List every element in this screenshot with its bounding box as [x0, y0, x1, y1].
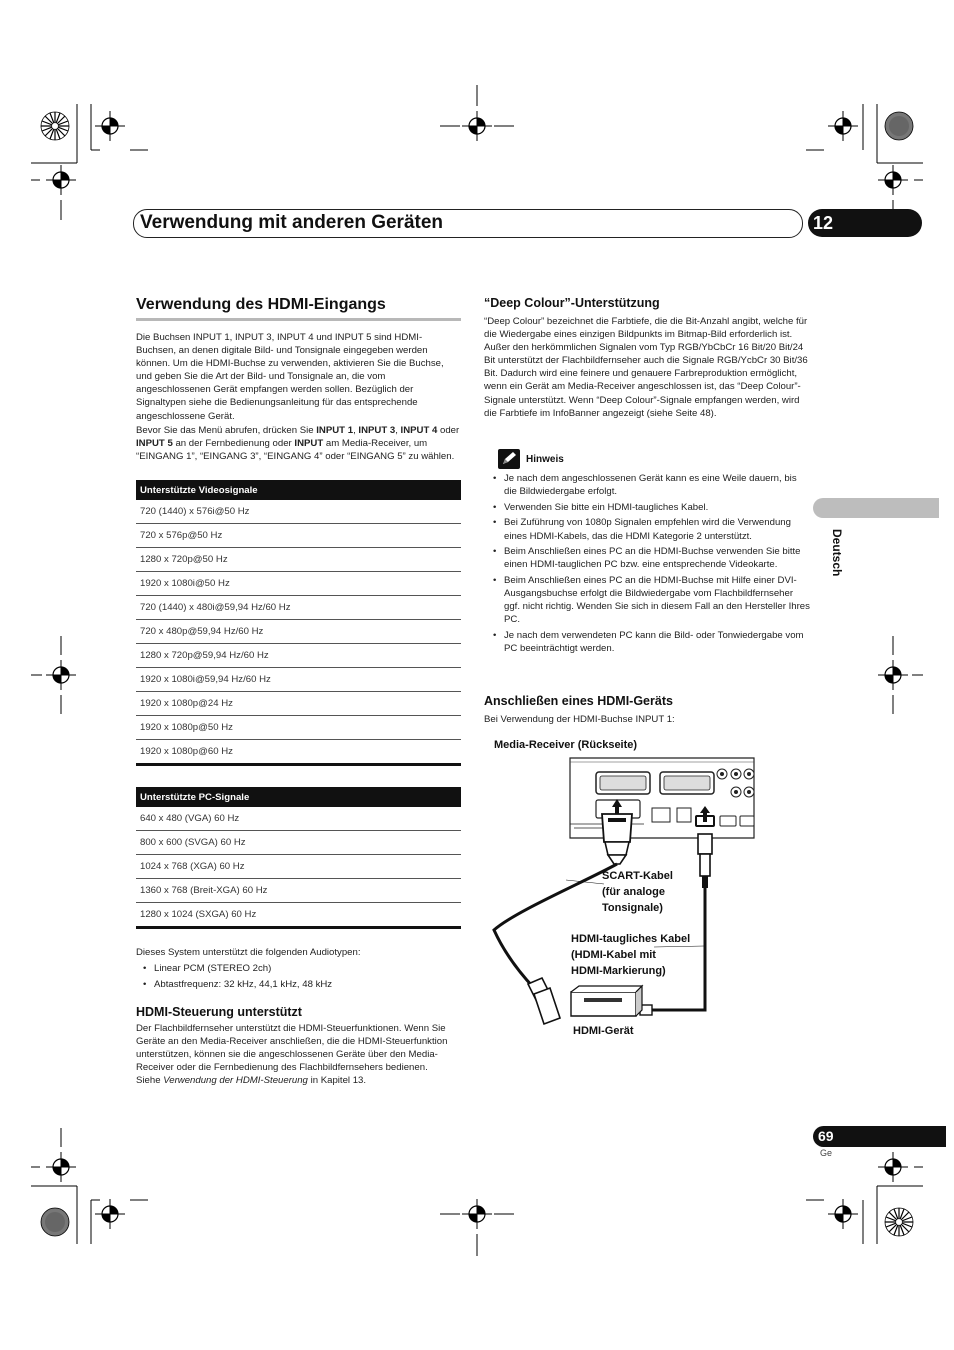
scart-plug-bottom [528, 978, 560, 1024]
menu-instructions: Bevor Sie das Menü abrufen, drücken Sie INPUT 1, INPUT 3, INPUT 4 oder INPUT 5 an der Fernbedienung oder INPUT am Media-Receiver, um “EINGANG 1”, “EINGANG 3”, “EINGANG 4” oder “EINGANG 5” zu wählen. [136, 425, 460, 463]
note-pencil-icon [498, 449, 520, 469]
deep-colour-heading: “Deep Colour”-Unterstützung [484, 296, 660, 310]
table-row: 720 (1440) x 480i@59,94 Hz/60 Hz [136, 596, 461, 620]
intro-paragraph: Die Buchsen INPUT 1, INPUT 3, INPUT 4 und INPUT 5 sind HDMI-Buchsen, an denen digitale Bild- und Tonsignale eingegeben werden können. Um die HDMI-Buchse zu verwenden, aktivieren Sie die Buchse, und geben Sie die Art der Bild- und Tonsignale an, die vom angeschlossenen Gerät empfangen werden sollen. Bezüglich der Signaltypen siehe die Bedienungsanleitung für das entsprechende angeschlossene Gerät. [136, 332, 444, 422]
page-number: 69 [818, 1128, 834, 1144]
table-row: 720 x 576p@50 Hz [136, 524, 461, 548]
hdmi-device [571, 986, 642, 1016]
table-row: 1920 x 1080i@59,94 Hz/60 Hz [136, 668, 461, 692]
list-item: • Je nach dem verwendeten PC kann die Bild- oder Tonwiedergabe vom PC beeinträchtigt werden. [490, 629, 810, 655]
hdmi-cable-label: HDMI-taugliches Kabel (HDMI-Kabel mit HDMI-Markierung) [571, 933, 691, 977]
table-row: 1920 x 1080i@50 Hz [136, 572, 461, 596]
table-header: Unterstützte PC-Signale [136, 787, 461, 807]
connect-text: Bei Verwendung der HDMI-Buchse INPUT 1: [484, 714, 675, 725]
audio-intro: Dieses System unterstützt die folgenden Audiotypen: [136, 947, 361, 958]
section-title: Verwendung des HDMI-Eingangs [136, 296, 386, 313]
hdmi-control-text: Der Flachbildfernseher unterstützt die HDMI-Steuerfunktionen. Wenn Sie Geräte an den Media-Receiver anschließen, die die HDMI-Steuerfunktion unterstützen, können sie die angeschlossenen Geräte über den Media-Receiver oder die Fernbedienung des Flachbildfernsehers bedienen. Siehe Verwendung der HDMI-Steuerung in Kapitel 13. [136, 1023, 448, 1087]
table-row: 1280 x 720p@59,94 Hz/60 Hz [136, 644, 461, 668]
connect-heading: Anschließen eines HDMI-Geräts [484, 694, 673, 708]
notes-list [490, 472, 810, 658]
list-item: • Verwenden Sie bitte ein HDMI-taugliches Kabel. [490, 501, 810, 514]
table-row: 640 x 480 (VGA) 60 Hz [136, 807, 461, 831]
deep-colour-text: “Deep Colour” bezeichnet die Farbtiefe, die die Bit-Anzahl angibt, welche für die Wiedergabe eines einzigen Bildpunkts im Bitmap-Bild erforderlich ist. Außer den herkömmlichen Signalen vom Typ RGB/YbCbCr 16 Bit/20 Bit/24 Bit unterstützt der Flachbildfernseher auch die Signale RGB/YcbCr 30 Bit/36 Bit. Dadurch wird eine feinere und genauere Farbreproduktion ermöglicht, wenn ein Gerät am Media-Receiver angeschlossen ist, das “Deep Colour”-Signale unterstützt. Wenn “Deep Colour”-Signale empfangen werden, wird die Farbtiefe im InfoBanner angezeigt (siehe Seite 48). [484, 316, 808, 419]
video-signals-table [136, 480, 461, 766]
table-row: 1920 x 1080p@24 Hz [136, 692, 461, 716]
table-row: 1280 x 720p@50 Hz [136, 548, 461, 572]
list-item: • Beim Anschließen eines PC an die HDMI-Buchse verwenden Sie bitte einen HDMI-tauglichen PC bzw. eine entsprechende Videokarte. [490, 545, 810, 571]
list-item: • Linear PCM (STEREO 2ch) [140, 962, 460, 975]
language-tab [813, 498, 939, 518]
page-header-title: Verwendung mit anderen Geräten [140, 212, 444, 233]
list-item: • Bei Zuführung von 1080p Signalen empfehlen wird die Verwendung eines HDMI-Kabels, das die HDMI Kategorie 2 unterstützt. [490, 516, 810, 542]
table-row: 1280 x 1024 (SXGA) 60 Hz [136, 903, 461, 928]
list-item: • Beim Anschließen eines PC an die HDMI-Buchse mit Hilfe einer DVI-Ausgangsbuchse erfolgt die Bildwiedergabe vom Flachbildfernseher ggf. nicht richtig. Wenden Sie sich in diesem Fall an den Hersteller Ihres PC. [490, 574, 810, 626]
table-row: 720 x 480p@59,94 Hz/60 Hz [136, 620, 461, 644]
receiver-rear-panel [570, 758, 754, 838]
chapter-number: 12 [813, 213, 834, 233]
table-header: Unterstützte Videosignale [136, 480, 461, 500]
note-title: Hinweis [526, 454, 564, 465]
page-language-code: Ge [820, 1148, 833, 1158]
audio-list [140, 962, 460, 993]
hdmi-device-label: HDMI-Gerät [573, 1025, 634, 1037]
table-row: 720 (1440) x 576i@50 Hz [136, 500, 461, 524]
language-tab-label: Deutsch [830, 529, 844, 577]
pc-signals-table [136, 787, 461, 929]
section-rule [136, 318, 461, 321]
diagram-receiver-label: Media-Receiver (Rückseite) [494, 739, 638, 751]
table-row: 1920 x 1080p@50 Hz [136, 716, 461, 740]
list-item: • Abtastfrequenz: 32 kHz, 44,1 kHz, 48 kHz [140, 978, 460, 991]
table-row: 1360 x 768 (Breit-XGA) 60 Hz [136, 879, 461, 903]
table-row: 1024 x 768 (XGA) 60 Hz [136, 855, 461, 879]
scart-cable-label: SCART-Kabel (für analoge Tonsignale) [602, 870, 673, 914]
list-item: • Je nach dem angeschlossenen Gerät kann es eine Weile dauern, bis die Bildwiedergabe erfolgt. [490, 472, 810, 498]
hdmi-control-heading: HDMI-Steuerung unterstützt [136, 1005, 302, 1019]
table-row: 800 x 600 (SVGA) 60 Hz [136, 831, 461, 855]
table-row: 1920 x 1080p@60 Hz [136, 740, 461, 765]
